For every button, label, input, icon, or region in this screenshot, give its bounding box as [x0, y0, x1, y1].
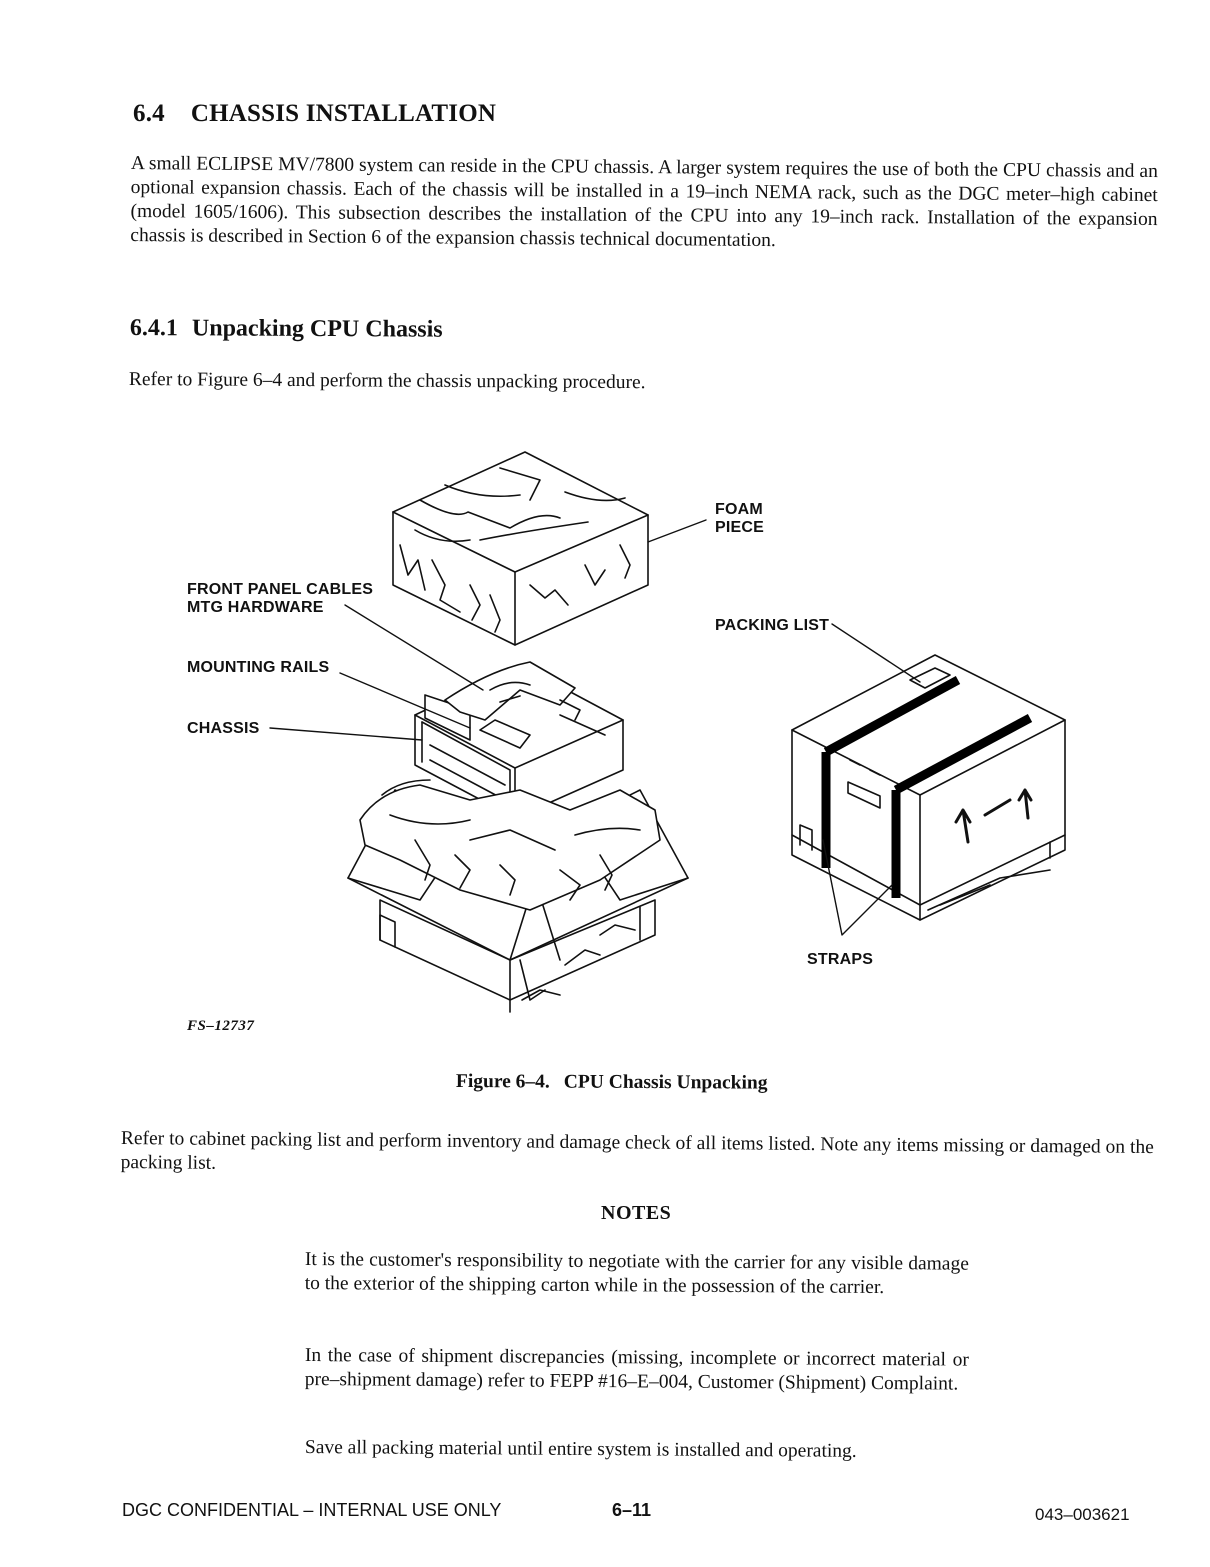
figure-caption — [456, 1071, 768, 1095]
note-item: Save all packing material until entire system is installed and operating. — [304, 1437, 857, 1462]
label-straps: STRAPS — [807, 951, 874, 968]
label-foam-line2: PIECE — [715, 519, 765, 536]
figure-caption-title: CPU Chassis Unpacking — [563, 1071, 768, 1094]
note-item: It is the customer's responsibility to negotiate with the carrier for any visible damage to the exterior of the shipping carton while in the possession of the carrier. — [304, 1249, 969, 1299]
open-carton-drawing — [348, 780, 688, 1012]
footer-page-number: 6–11 — [612, 1500, 652, 1520]
section-title: CHASSIS INSTALLATION — [190, 100, 497, 127]
label-foam-piece — [715, 501, 764, 537]
label-front-panel-line1: FRONT PANEL CABLES — [187, 581, 374, 598]
footer-confidential: DGC CONFIDENTIAL – INTERNAL USE ONLY — [122, 1500, 502, 1520]
note-item: In the case of shipment discrepancies (missing, incomplete or incorrect material or pre–shipment damage) refer to FEPP #16–E–004, Customer (Shipment) Complaint. — [304, 1345, 969, 1395]
label-front-panel-line2: MTG HARDWARE — [187, 599, 324, 616]
packing-list-leader — [832, 624, 920, 682]
label-chassis: CHASSIS — [187, 720, 260, 737]
label-foam-line1: FOAM — [715, 501, 763, 518]
figure-caption-number: Figure 6–4. — [455, 1071, 550, 1093]
label-packing-list: PACKING LIST — [715, 617, 830, 634]
chassis-leader — [270, 728, 422, 740]
intro-paragraph: A small ECLIPSE MV/7800 system can reside in the CPU chassis. A larger system requires the use of both the CPU chassis and an optional expansion chassis. Each of the chassis will be installed in a 19–inch NEMA rack, such as the DGC meter–high cabinet (model 1605/1606). This subsection describes the installation of the CPU into any 19–inch rack. Installation of the expansion chassis is described in Section 6 of the expansion chassis technical documentation. — [130, 152, 1158, 252]
notes-heading: NOTES — [601, 1202, 672, 1224]
foam-piece-drawing — [393, 452, 648, 645]
section-number: 6.4 — [133, 100, 165, 127]
inventory-paragraph: Refer to cabinet packing list and perform inventory and damage check of all items listed. Note any items missing or damaged on the packing list. — [120, 1128, 1154, 1174]
subsection-title: Unpacking CPU Chassis — [191, 315, 443, 343]
label-front-panel — [187, 581, 373, 617]
footer-document-number: 043–003621 — [1035, 1505, 1130, 1524]
foam-leader — [648, 520, 706, 542]
label-mounting-rails: MOUNTING RAILS — [187, 659, 330, 676]
figure-code: FS–12737 — [187, 1018, 255, 1034]
subsection-number: 6.4.1 — [129, 315, 178, 342]
figure-reference-paragraph: Refer to Figure 6–4 and perform the chassis unpacking procedure. — [128, 368, 646, 394]
